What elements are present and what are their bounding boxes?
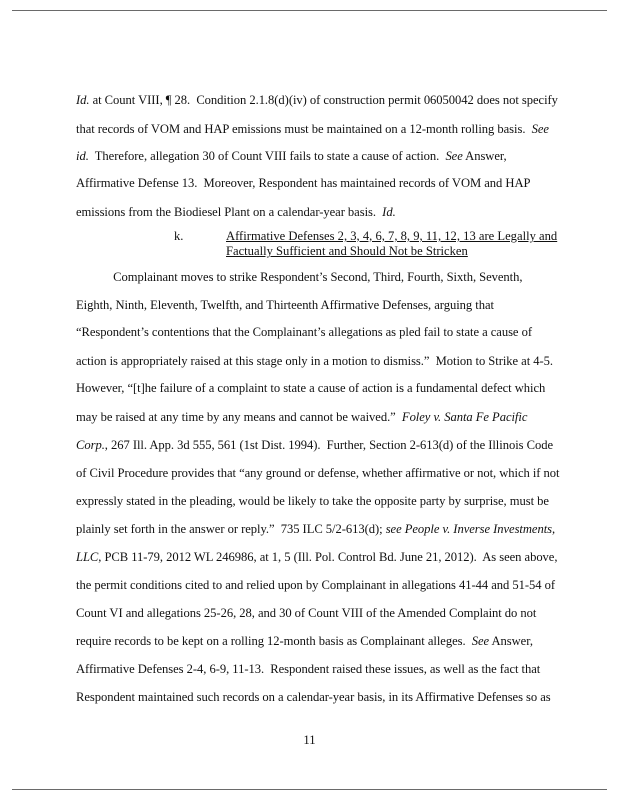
body-paragraph-line: [76, 298, 494, 313]
body-paragraph-line: [76, 634, 533, 649]
text-run: Affirmative Defenses 2-4, 6-9, 11-13. Respondent raised these issues, as well as the fact that: [76, 662, 541, 676]
body-paragraph-line: [76, 354, 553, 369]
text-run: Respondent maintained such records on a calendar-year basis, in its Affirmative Defenses so as: [76, 690, 551, 704]
citation-italic: see People v. Inverse Investments,: [385, 522, 556, 536]
body-paragraph-line: [76, 578, 555, 593]
body-paragraph-line: [76, 494, 549, 509]
body-paragraph-line: [76, 438, 553, 453]
text-run: at Count VIII, ¶ 28. Condition 2.1.8(d)(iv) of construction permit 06050042 does not specify: [89, 93, 558, 107]
text-run: Complainant moves to strike Respondent’s Second, Third, Fourth, Sixth, Seventh,: [76, 270, 523, 284]
section-letter: k.: [174, 229, 184, 243]
page-number: 11: [303, 733, 316, 747]
body-paragraph-line: [76, 410, 527, 425]
top-paragraph-line: [76, 205, 396, 220]
top-paragraph-line: [76, 122, 549, 137]
body-paragraph-line: [76, 606, 536, 621]
body-paragraph-line: [76, 522, 555, 537]
body-paragraph-line: [76, 270, 522, 285]
section-heading-line1: Affirmative Defenses 2, 3, 4, 6, 7, 8, 9, 11, 12, 13 are Legally and: [226, 229, 558, 243]
text-run: that records of VOM and HAP emissions must be maintained on a 12-month rolling basis.: [76, 122, 532, 136]
citation-italic: Foley v. Santa Fe Pacific: [401, 410, 528, 424]
top-paragraph-line: [76, 149, 507, 164]
text-run: “Respondent’s contentions that the Complainant’s allegations as pled fail to state a cause of: [76, 325, 532, 339]
citation-italic: See: [445, 149, 463, 163]
text-run: action is appropriately raised at this stage only in a motion to dismiss.” Motion to Strike at 4-5.: [76, 354, 553, 368]
citation-italic: Corp.: [76, 438, 105, 452]
text-run: Answer,: [462, 149, 507, 163]
text-run: may be raised at any time by any means and cannot be waived.”: [76, 410, 402, 424]
body-paragraph-line: [76, 550, 557, 565]
top-paragraph-line: [76, 93, 558, 108]
text-run: Count VI and allegations 25-26, 28, and 30 of Count VIII of the Amended Complaint do not: [76, 606, 537, 620]
text-run: However, “[t]he failure of a complaint to state a cause of action is a fundamental defect which: [76, 381, 546, 395]
scan-edge-bottom: [12, 789, 607, 790]
citation-italic: See: [471, 634, 490, 648]
citation-italic: Id.: [382, 205, 396, 219]
scan-edge-top: [12, 10, 607, 11]
text-run: , 267 Ill. App. 3d 555, 561 (1st Dist. 1994). Further, Section 2-613(d) of the Illinois Code: [104, 438, 553, 452]
body-paragraph-line: [76, 466, 560, 481]
body-paragraph-line: [76, 381, 545, 396]
body-paragraph-line: [76, 690, 551, 705]
citation-italic: See: [531, 122, 549, 136]
text-run: expressly stated in the pleading, would be likely to take the opposite party by surprise, must be: [76, 494, 549, 508]
text-run: Therefore, allegation 30 of Count VIII fails to state a cause of action.: [88, 149, 446, 163]
text-run: the permit conditions cited to and relied upon by Complainant in allegations 41-44 and 51-54 of: [76, 578, 555, 592]
text-run: , PCB 11-79, 2012 WL 246986, at 1, 5 (Ill. Pol. Control Bd. June 21, 2012). As seen above,: [98, 550, 558, 564]
body-paragraph-line: [76, 662, 540, 677]
text-run: of Civil Procedure provides that “any ground or defense, whether affirmative or not, which if not: [76, 466, 560, 480]
citation-italic: id.: [76, 149, 89, 163]
text-run: Answer,: [489, 634, 533, 648]
top-paragraph-line: [76, 176, 530, 191]
text-run: require records to be kept on a rolling 12-month basis as Complainant alleges.: [76, 634, 472, 648]
text-run: emissions from the Biodiesel Plant on a calendar-year basis.: [76, 205, 383, 219]
citation-italic: Id.: [76, 93, 90, 107]
section-heading-line2: Factually Sufficient and Should Not be Stricken: [226, 244, 468, 258]
text-run: Eighth, Ninth, Eleventh, Twelfth, and Thirteenth Affirmative Defenses, arguing that: [76, 298, 494, 312]
text-run: Affirmative Defense 13. Moreover, Respondent has maintained records of VOM and HAP: [76, 176, 531, 190]
citation-italic: LLC: [76, 550, 99, 564]
body-paragraph-line: [76, 325, 532, 340]
text-run: plainly set forth in the answer or reply.” 735 ILC 5/2-613(d);: [76, 522, 386, 536]
